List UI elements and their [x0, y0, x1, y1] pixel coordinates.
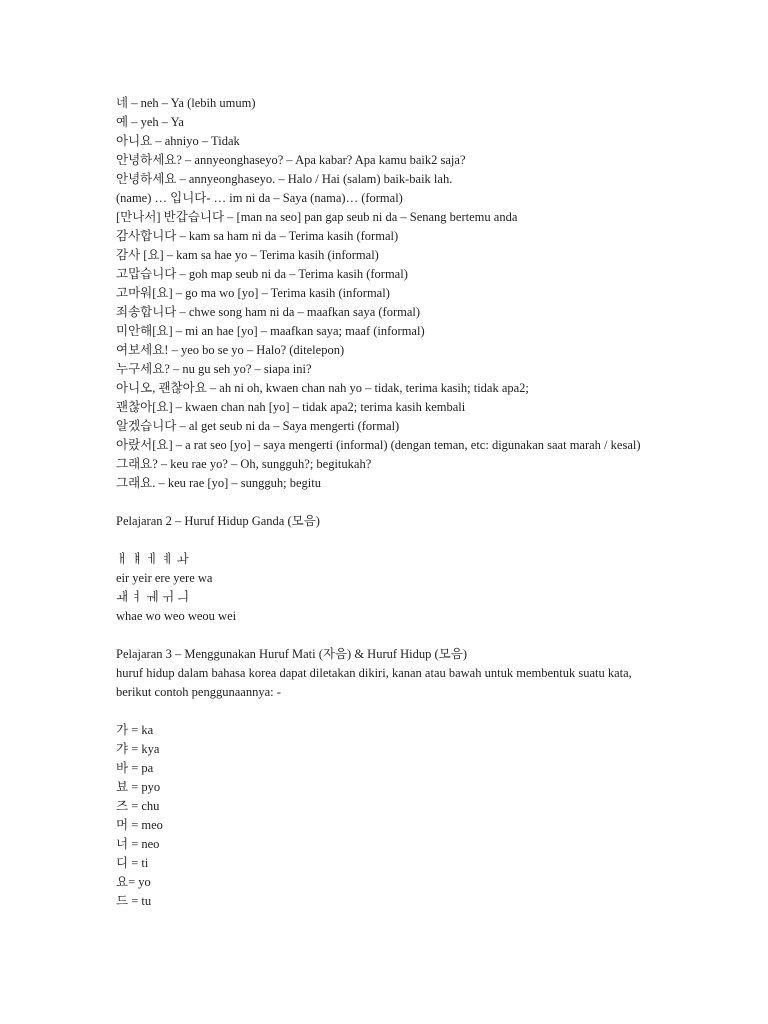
syllable-example: 뵤 = pyo — [116, 780, 161, 794]
syllable-example: 디 = ti — [116, 856, 149, 870]
phrase-line: 알겠습니다 – al get seub ni da – Saya mengerti (formal) — [116, 419, 400, 433]
syllable-example: 너 = neo — [116, 837, 160, 851]
syllable-example: 즈 = chu — [116, 799, 160, 813]
phrase-line: (name) … 입니다- … im ni da – Saya (nama)… (formal) — [116, 191, 403, 205]
phrase-line: [만나서] 반갑습니다 – [man na seo] pan gap seub ni da – Senang bertemu anda — [116, 210, 518, 224]
phrase-line: 감사합니다 – kam sa ham ni da – Terima kasih (formal) — [116, 229, 399, 243]
phrase-line: 고마워[요] – go ma wo [yo] – Terima kasih (informal) — [116, 286, 390, 300]
syllable-example: 요= yo — [116, 875, 151, 889]
vowel-hangul-row: ㅙ ㅕ ㅞ ㅟ ㅢ — [116, 590, 189, 604]
phrase-line: 네 – neh – Ya (lebih umum) — [116, 96, 256, 110]
syllable-example: 바 = pa — [116, 761, 154, 775]
vowel-hangul-row: ㅐ ㅒ ㅔ ㅖ ㅘ — [116, 552, 189, 566]
phrase-line: 아니요 – ahniyo – Tidak — [116, 134, 240, 148]
syllable-example: 머 = meo — [116, 818, 163, 832]
phrase-line: 여보세요! – yeo bo se yo – Halo? (ditelepon) — [116, 343, 345, 357]
paragraph-gap — [116, 493, 661, 512]
phrase-line: 고맙습니다 – goh map seub ni da – Terima kasih (formal) — [116, 267, 408, 281]
lesson3-intro: huruf hidup dalam bahasa korea dapat diletakan dikiri, kanan atau bawah untuk membentuk suatu kata, berikut contoh penggunaannya: - — [116, 666, 632, 699]
phrase-line: 그래요. – keu rae [yo] – sungguh; begitu — [116, 476, 321, 490]
paragraph-gap — [116, 626, 661, 645]
phrase-line: 아랐서[요] – a rat seo [yo] – saya mengerti (informal) (dengan teman, etc: digunakan saat marah / kesal) — [116, 438, 641, 452]
lesson3-heading: Pelajaran 3 – Menggunakan Huruf Mati (자음) & Huruf Hidup (모음) — [116, 647, 467, 661]
phrase-line: 괜찮아[요] – kwaen chan nah [yo] – tidak apa2; terima kasih kembali — [116, 400, 466, 414]
vowel-roman-row: eir yeir ere yere wa — [116, 571, 213, 585]
lesson2-heading: Pelajaran 2 – Huruf Hidup Ganda (모음) — [116, 514, 320, 528]
paragraph-gap — [116, 531, 661, 550]
syllable-example: 가 = ka — [116, 723, 154, 737]
phrase-line: 죄송합니다 – chwe song ham ni da – maafkan saya (formal) — [116, 305, 421, 319]
phrase-line: 미안해[요] – mi an hae [yo] – maafkan saya; maaf (informal) — [116, 324, 425, 338]
phrase-line: 아니오, 괜찮아요 – ah ni oh, kwaen chan nah yo – tidak, terima kasih; tidak apa2; — [116, 381, 529, 395]
phrase-line: 그래요? – keu rae yo? – Oh, sungguh?; begitukah? — [116, 457, 372, 471]
document-body — [116, 94, 661, 911]
syllable-example: 갸 = kya — [116, 742, 160, 756]
syllable-example: 드 = tu — [116, 894, 152, 908]
phrase-line: 감사 [요] – kam sa hae yo – Terima kasih (informal) — [116, 248, 379, 262]
paragraph-gap — [116, 702, 661, 721]
phrase-line: 예 – yeh – Ya — [116, 115, 184, 129]
vowel-roman-row: whae wo weo weou wei — [116, 609, 237, 623]
phrase-line: 안녕하세요 – annyeonghaseyo. – Halo / Hai (salam) baik-baik lah. — [116, 172, 453, 186]
phrase-line: 누구세요? – nu gu seh yo? – siapa ini? — [116, 362, 312, 376]
phrase-line: 안녕하세요? – annyeonghaseyo? – Apa kabar? Apa kamu baik2 saja? — [116, 153, 466, 167]
